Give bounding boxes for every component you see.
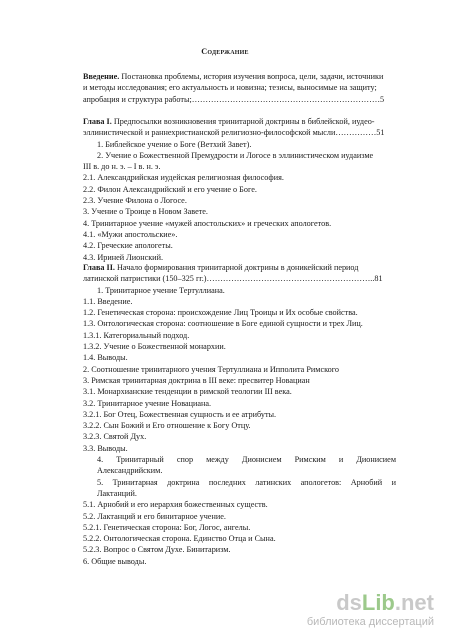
toc-item: 3.2. Тринитарное учение Новациана. <box>83 398 212 408</box>
dslib-watermark <box>290 590 440 630</box>
toc-item: 5. Тринитарная доктрина последних латинских апологетов: Арнобий и Лактанций. <box>97 477 396 498</box>
toc-item: 4. Тринитарное учение «мужей апостольских» и греческих апологетов. <box>83 218 332 228</box>
intro-line-2: и методы исследования; его актуальность и новизна; тезисы, выносимые на защиту; <box>83 83 377 93</box>
toc-item: 1.4. Выводы. <box>83 353 128 363</box>
toc-item: 4.2. Греческие апологеты. <box>83 241 173 251</box>
toc-item: 5.1. Арнобий и его иерархия божественных существ. <box>83 500 268 510</box>
toc-item: III в. до н. э. – I в. н. э. <box>83 162 161 172</box>
chapter-1-line-2: эллинистической и раннехристианской религиозно-философской мысли……………51 <box>83 128 385 138</box>
chapter-2-label: Глава II. <box>83 263 115 272</box>
toc-item: 5.2.2. Онтологическая сторона. Единство Отца и Сына. <box>83 534 276 544</box>
chapter-2-line-2: латинской патристики (150–325 гг.)……………………………………………………..81 <box>83 274 383 284</box>
toc-item: 3.2.3. Святой Дух. <box>83 432 147 442</box>
toc-item: 2.1. Александрийская иудейская религиозная философия. <box>83 173 284 183</box>
toc-item: 3.2.1. Бог Отец, Божественная сущность и ее атрибуты. <box>83 409 277 419</box>
toc-item: 5.2. Лактанций и его бинитарное учение. <box>83 511 226 521</box>
logo-suffix: .net <box>394 590 434 615</box>
toc-item: 5.2.1. Генетическая сторона: Бог, Логос, ангелы. <box>83 522 251 532</box>
chapter-1-label: Глава I. <box>83 117 112 126</box>
chapter-1-section <box>83 116 396 263</box>
intro-section <box>83 71 396 105</box>
dslib-subtitle: библиотека диссертаций <box>306 616 434 628</box>
toc-item: 1.1. Введение. <box>83 296 133 306</box>
toc-item: 2. Учение о Божественной Премудрости и Логосе в эллинистическом иудаизме <box>97 150 374 160</box>
toc-item: 6. Общие выводы. <box>83 556 147 566</box>
toc-item: 3. Римская тринитарная доктрина в III веке: пресвитер Новациан <box>83 375 310 385</box>
toc-item: 1. Тринитарное учение Тертуллиана. <box>97 285 225 295</box>
intro-line-3: апробация и структура работы;……………………………………………………………5 <box>83 94 385 104</box>
chapter-1-line-1 <box>83 116 396 127</box>
toc-item: 4.1. «Мужи апостольские». <box>83 229 178 239</box>
toc-item: 3.2.2. Сын Божий и Его отношение к Богу Отцу. <box>83 421 251 431</box>
dslib-logo <box>336 590 434 616</box>
toc-item: 1. Библейское учение о Боге (Ветхий Завет). <box>97 139 252 149</box>
toc-item: 3. Учение о Троице в Новом Завете. <box>83 207 208 217</box>
toc-item: 1.2. Генетическая сторона: происхождение Лиц Троицы и Их особые свойства. <box>83 308 358 318</box>
toc-item: 2. Соотношение тринитарного учения Тертуллиана и Ипполита Римского <box>83 364 340 374</box>
toc-item: 1.3. Онтологическая сторона: соотношение в Боге единой сущности и трех Лиц. <box>83 319 363 329</box>
toc-item: 3.3. Выводы. <box>83 443 128 453</box>
toc-item: 2.3. Учение Филона о Логосе. <box>83 196 187 206</box>
chapter-1-text-1: Предпосылки возникновения тринитарной доктрины в библейской, иудео- <box>113 117 375 126</box>
intro-label: Введение. <box>83 72 120 81</box>
chapter-2-text-1: Начало формирования тринитарной доктрины в доникейский период <box>117 263 359 272</box>
toc-item: 5.2.3. Вопрос о Святом Духе. Бинитаризм. <box>83 545 231 555</box>
logo-main: Lib <box>361 590 395 615</box>
page-title <box>0 47 450 56</box>
chapter-2-line-1 <box>83 262 396 273</box>
toc-item: 1.3.1. Категориальный подход. <box>83 330 190 340</box>
intro-text-1: Постановка проблемы, история изучения вопроса, цели, задачи, источники <box>121 72 384 81</box>
logo-prefix: ds <box>336 590 362 615</box>
toc-item: 2.2. Филон Александрийский и его учение о Боге. <box>83 184 257 194</box>
toc-item: 1.3.2. Учение о Божественной монархии. <box>83 342 226 352</box>
toc-item: 3.1. Монархианские тенденции в римской теологии III века. <box>83 387 292 397</box>
toc-item: 4.3. Ириней Лионский. <box>83 252 163 262</box>
title-text: Содержание <box>201 47 249 56</box>
toc-item: 4. Тринитарный спор между Дионисием Римским и Дионисием Александрийским. <box>97 455 396 476</box>
intro-line-1 <box>83 71 396 82</box>
chapter-2-section <box>83 262 396 567</box>
